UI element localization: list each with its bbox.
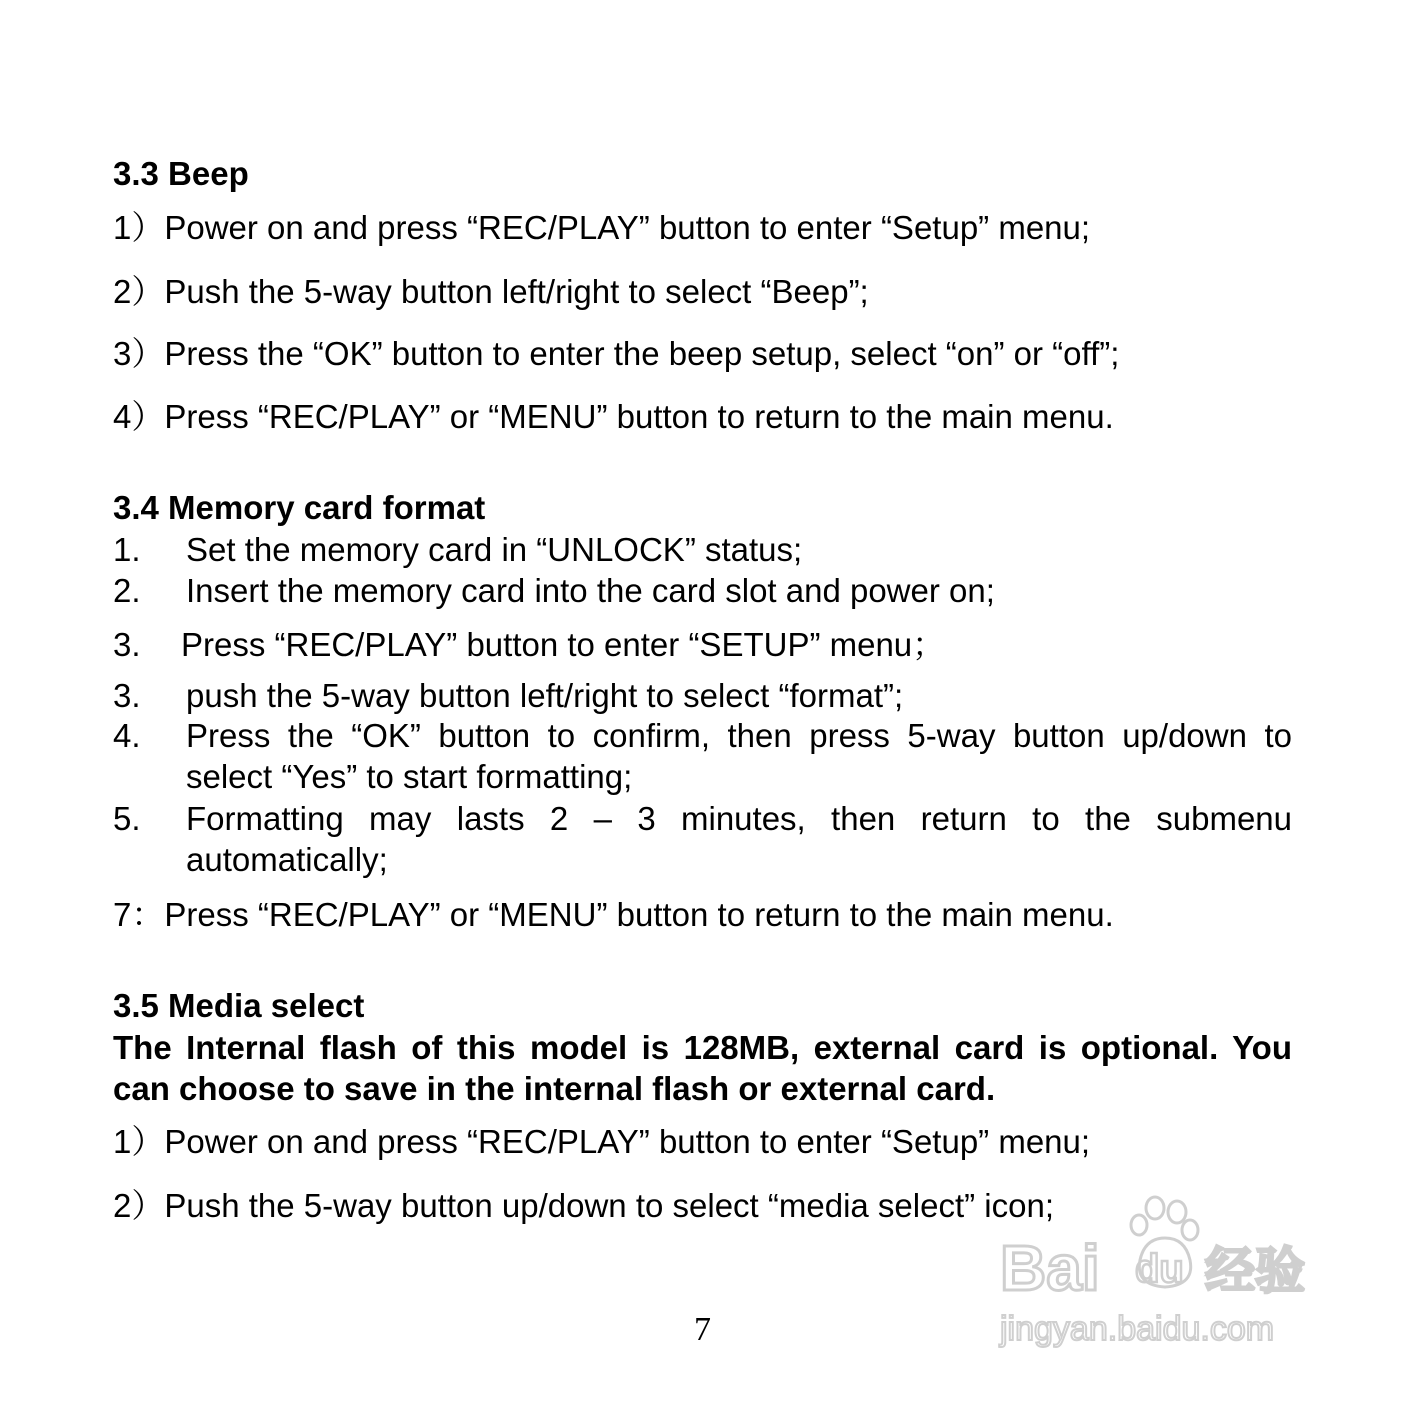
format-item-number: 3. [113, 677, 141, 714]
format-item-number: 5. [113, 800, 141, 837]
baidu-watermark-logo [995, 1190, 1325, 1350]
format-item-text: Formatting may lasts 2 – 3 minutes, then return to the submenu automatically; [186, 800, 1292, 878]
format-item-text: Set the memory card in “UNLOCK” status; [186, 531, 803, 568]
format-item-number: 4. [113, 717, 141, 754]
svg-text:jingyan.baidu.com: jingyan.baidu.com [1000, 1310, 1275, 1348]
beep-step-2: 2）Push the 5-way button left/right to select “Beep”; [113, 273, 869, 310]
svg-text:经验: 经验 [1205, 1242, 1305, 1300]
media-intro: The Internal flash of this model is 128MB, external card is optional. You can choose to save in the internal flash or external card. [113, 1029, 1292, 1107]
section-heading-beep: 3.3 Beep [113, 155, 249, 192]
svg-text:du: du [1135, 1247, 1184, 1291]
format-item-text: Press the “OK” button to confirm, then press 5-way button up/down to select “Yes” to start formatting; [186, 717, 1292, 795]
format-item-number: 1. [113, 531, 141, 568]
media-step-1: 1）Power on and press “REC/PLAY” button to enter “Setup” menu; [113, 1123, 1091, 1160]
media-step-2: 2）Push the 5-way button up/down to select “media select” icon; [113, 1187, 1054, 1224]
beep-step-3: 3）Press the “OK” button to enter the beep setup, select “on” or “off”; [113, 335, 1120, 372]
beep-step-4: 4）Press “REC/PLAY” or “MENU” button to return to the main menu. [113, 398, 1114, 435]
format-item-text: push the 5-way button left/right to select “format”; [186, 677, 904, 714]
format-item-number: 3. [113, 626, 141, 663]
format-item-text: Insert the memory card into the card slot and power on; [186, 572, 995, 609]
section-heading-media: 3.5 Media select [113, 987, 365, 1024]
beep-step-1: 1）Power on and press “REC/PLAY” button to enter “Setup” menu; [113, 209, 1091, 246]
format-item-number: 2. [113, 572, 141, 609]
format-final-step: 7：Press “REC/PLAY” or “MENU” button to return to the main menu. [113, 896, 1114, 933]
format-item-text: Press “REC/PLAY” button to enter “SETUP” menu； [181, 626, 946, 663]
svg-text:Bai: Bai [1000, 1232, 1100, 1304]
section-heading-format: 3.4 Memory card format [113, 489, 486, 526]
page-number: 7 [694, 1311, 711, 1348]
